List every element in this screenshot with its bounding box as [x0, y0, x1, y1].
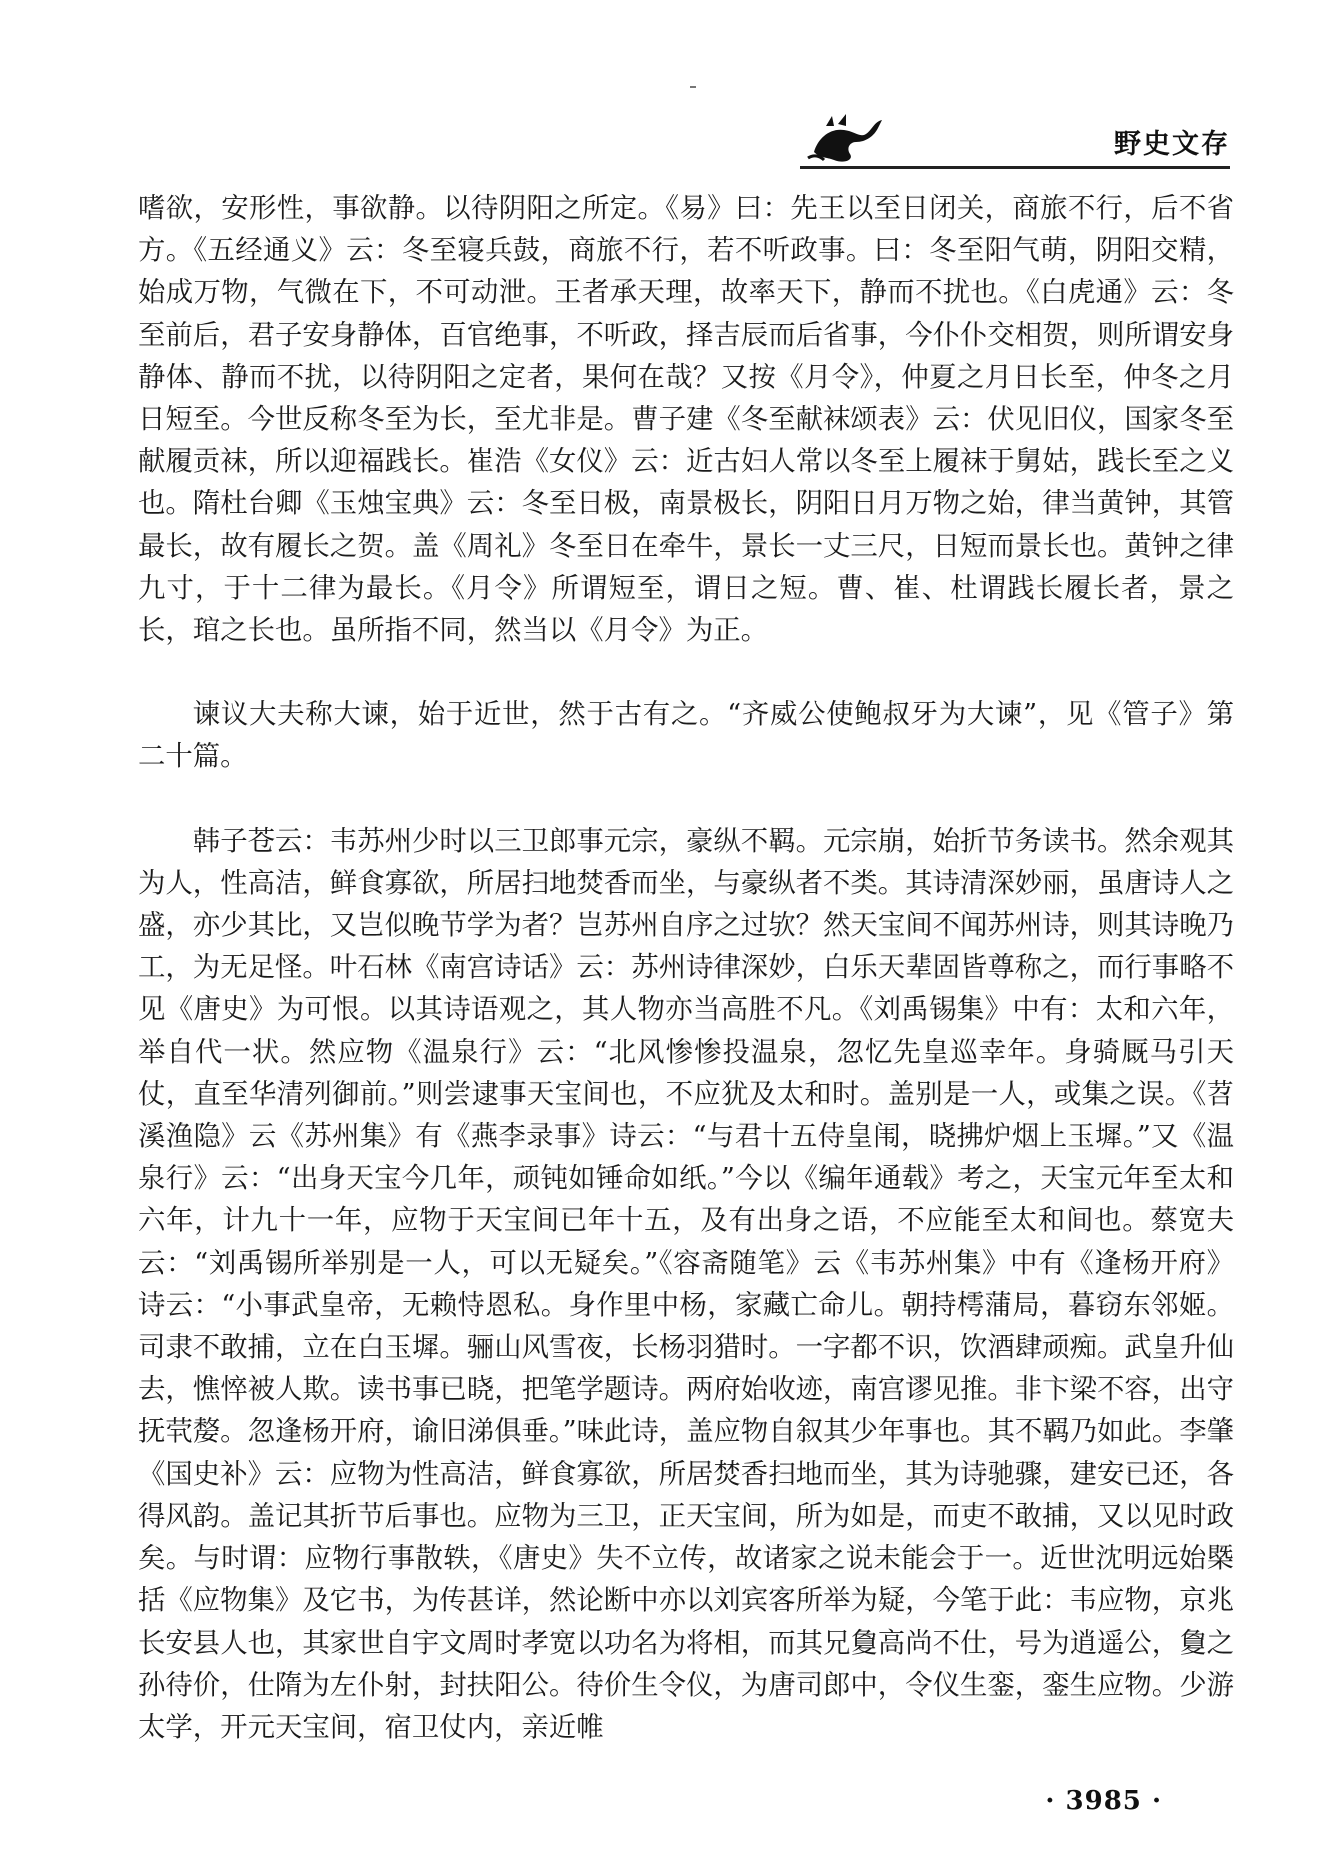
page-number: · 3985 · — [1045, 1786, 1162, 1816]
header-title: 野史文存 — [1114, 129, 1230, 160]
running-header — [800, 108, 1230, 178]
paragraph-2: 谏议大夫称大谏，始于近世，然于古有之。“齐威公使鲍叔牙为大谏”，见《管子》第二十篇。 — [138, 699, 1234, 773]
paragraph-3: 韩子苍云：韦苏州少时以三卫郎事元宗，豪纵不羁。元宗崩，始折节务读书。然余观其为人，性高洁，鲜食寡欲，所居扫地焚香而坐，与豪纵者不类。其诗清深妙丽，虽唐诗人之盛，亦少其比，又岂似晚节学为者？岂苏州自序之过欤？然天宝间不闻苏州诗，则其诗晚乃工，为无足怪。叶石林《南宫诗话》云：苏州诗律深妙，白乐天辈固皆尊称之，而行事略不见《唐史》为可恨。以其诗语观之，其人物亦当高胜不凡。《刘禹锡集》中有：太和六年，举自代一状。然应物《温泉行》云：“北风惨惨投温泉，忽忆先皇巡幸年。身骑厩马引天仗，直至华清列御前。”则尝逮事天宝间也，不应犹及太和时。盖别是一人，或集之误。《苕溪渔隐》云《苏州集》有《燕李录事》诗云：“与君十五侍皇闱，晓拂炉烟上玉墀。”又《温泉行》云：“出身天宝今几年，顽钝如锤命如纸。”今以《编年通载》考之，天宝元年至太和六年，计九十一年，应物于天宝间已年十五，及有出身之语，不应能至太和间也。蔡宽夫云：“刘禹锡所举别是一人，可以无疑矣。”《容斋随笔》云《韦苏州集》中有《逢杨开府》诗云：“小事武皇帝，无赖恃恩私。身作里中杨，家藏亡命儿。朝持樗蒲局，暮窃东邻姬。司隶不敢捕，立在白玉墀。骊山风雪夜，长杨羽猎时。一字都不识，饮酒肆顽痴。武皇升仙去，憔悴被人欺。读书事已晓，把笔学题诗。两府始收迹，南宫谬见推。非卞梁不容，出守抚茕嫠。忽逢杨开府，谕旧涕俱垂。”味此诗，盖应物自叙其少年事也。其不羁乃如此。李肇《国史补》云：应物为性高洁，鲜食寡欲，所居焚香扫地而坐，其为诗驰骤，建安已还，各得风韵。盖记其折节后事也。应物为三卫，正天宝间，所为如是，而吏不敢捕，又以见时政矣。与时谓：应物行事散轶，《唐史》失不立传，故诸家之说未能会于一。近世沈明远始槩括《应物集》及它书，为传甚详，然论断中亦以刘宾客所举为疑，今笔于此：韦应物，京兆长安县人也，其家世自宇文周时孝宽以功名为将相，而其兄敻高尚不仕，号为逍遥公，敻之孙待价，仕隋为左仆射，封扶阳公。待价生令仪，为唐司郎中，令仪生銮，銮生应物。少游太学，开元天宝间，宿卫仗内，亲近帷 — [138, 825, 1234, 1743]
body-text — [138, 188, 1234, 1749]
header-rule — [800, 166, 1230, 169]
dragon-emblem-icon — [804, 108, 888, 168]
scan-mark — [690, 86, 696, 88]
paragraph-1: 嗜欲，安形性，事欲静。以待阴阳之所定。《易》曰：先王以至日闭关，商旅不行，后不省方。《五经通义》云：冬至寝兵鼓，商旅不行，若不听政事。曰：冬至阳气萌，阴阳交精，始成万物，气微在下，不可动泄。王者承天理，故率天下，静而不扰也。《白虎通》云：冬至前后，君子安身静体，百官绝事，不听政，择吉辰而后省事，今仆仆交相贺，则所谓安身静体、静而不扰，以待阴阳之定者，果何在哉？又按《月令》，仲夏之月日长至，仲冬之月日短至。今世反称冬至为长，至尤非是。曹子建《冬至献袜颂表》云：伏见旧仪，国家冬至献履贡袜，所以迎福践长。崔浩《女仪》云：近古妇人常以冬至上履袜于舅姑，践长至之义也。隋杜台卿《玉烛宝典》云：冬至日极，南景极长，阴阳日月万物之始，律当黄钟，其管最长，故有履长之贺。盖《周礼》冬至日在牵牛，景长一丈三尺，日短而景长也。黄钟之律九寸，于十二律为最长。《月令》所谓短至，谓日之短。曹、崔、杜谓践长履长者，景之长，琯之长也。虽所指不同，然当以《月令》为正。 — [138, 193, 1234, 647]
